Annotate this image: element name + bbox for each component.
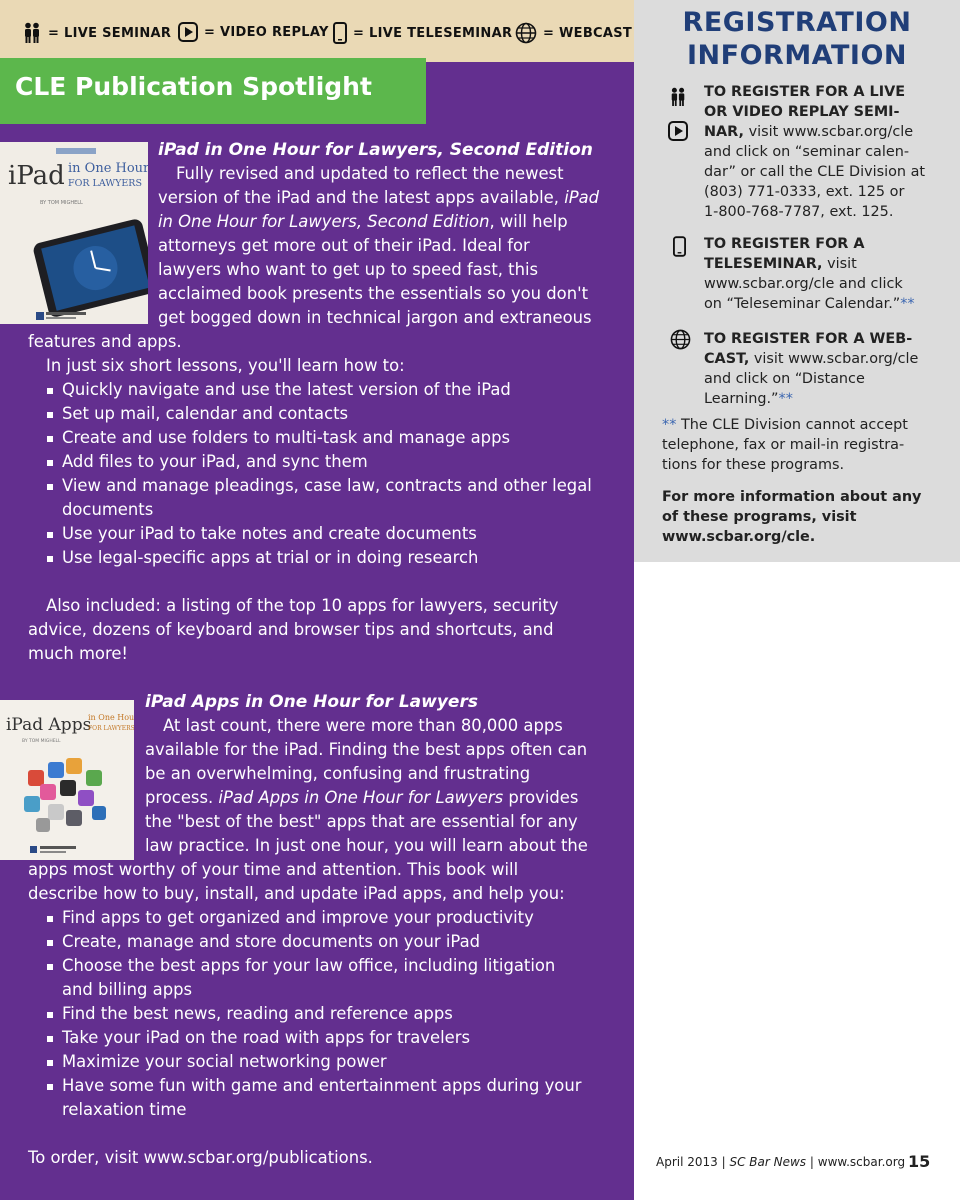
globe-icon bbox=[515, 22, 537, 44]
book2-line: apps most worthy of your time and attention. This book will bbox=[28, 860, 519, 879]
reg-live-line: OR VIDEO REPLAY SEMI- bbox=[704, 104, 900, 120]
book2-text: provides bbox=[508, 788, 579, 807]
book1-line: Fully revised and updated to reflect the newest bbox=[176, 164, 564, 183]
book1-line bbox=[158, 210, 568, 234]
book1-line: acclaimed book presents the essentials so you don't bbox=[158, 284, 589, 303]
reg-tele-line: TO REGISTER FOR A bbox=[704, 236, 865, 252]
book1-bullet: Quickly navigate and use the latest version of the iPad bbox=[62, 378, 511, 402]
play-icon bbox=[178, 22, 198, 42]
reg-live-line: 1-800-768-7787, ext. 125. bbox=[704, 204, 894, 220]
reg-note-line: ** The CLE Division cannot accept bbox=[662, 417, 908, 433]
book2-line: the "best of the best" apps that are essential for any bbox=[145, 812, 578, 831]
book1-title-inline: in One Hour for Lawyers, Second Edition bbox=[158, 212, 490, 231]
footer-site: www.scbar.org bbox=[817, 1155, 906, 1169]
legend-live-seminar bbox=[22, 22, 171, 44]
book1-line: features and apps. bbox=[28, 332, 182, 351]
book1-line: get bogged down in technical jargon and extraneous bbox=[158, 308, 592, 327]
book2-line: available for the iPad. Finding the best apps often can bbox=[145, 740, 588, 759]
book1-text: , will help bbox=[489, 212, 568, 231]
svg-text:FOR LAWYERS: FOR LAWYERS bbox=[68, 178, 142, 189]
reg-web-line: and click on “Distance bbox=[704, 371, 865, 387]
svg-text:in One Hour: in One Hour bbox=[68, 161, 148, 176]
legend-live-seminar-label: = LIVE SEMINAR bbox=[48, 25, 172, 41]
book1-also-line: advice, dozens of keyboard and browser tips and shortcuts, and bbox=[28, 620, 554, 639]
svg-text:in One Hour: in One Hour bbox=[88, 713, 134, 722]
reg-note-line: telephone, fax or mail-in registra- bbox=[662, 437, 905, 453]
legend-live-teleseminar-label: = LIVE TELESEMINAR bbox=[353, 25, 513, 41]
book2-text: process. bbox=[145, 788, 214, 807]
reg-tele-line: TELESEMINAR, visit bbox=[704, 256, 857, 272]
book2-bullet: Take your iPad on the road with apps for travelers bbox=[62, 1026, 470, 1050]
book1-bullet: Set up mail, calendar and contacts bbox=[62, 402, 348, 426]
book2-bullet: Find the best news, reading and reference apps bbox=[62, 1002, 453, 1026]
play-icon bbox=[668, 121, 688, 141]
footer-publication: SC Bar News bbox=[729, 1155, 807, 1169]
icon-legend-bar bbox=[0, 0, 634, 62]
book1-bullet: Create and use folders to multi-task and manage apps bbox=[62, 426, 510, 450]
page-footer bbox=[656, 1155, 905, 1169]
legend-live-teleseminar bbox=[333, 22, 512, 44]
legend-video-replay-label: = VIDEO REPLAY bbox=[204, 24, 329, 40]
registration-title-line1: REGISTRATION bbox=[682, 7, 912, 38]
book2-bullet: Find apps to get organized and improve your productivity bbox=[62, 906, 534, 930]
people-icon bbox=[22, 22, 42, 44]
phone-icon bbox=[673, 236, 686, 257]
legend-webcast bbox=[515, 22, 632, 44]
book2-line: law practice. In just one hour, you will learn about the bbox=[145, 836, 588, 855]
book2-bullet: Create, manage and store documents on your iPad bbox=[62, 930, 480, 954]
book2-line: At last count, there were more than 80,000 apps bbox=[163, 716, 563, 735]
reg-tele-line: www.scbar.org/cle and click bbox=[704, 276, 903, 292]
book1-bullet-continued: documents bbox=[62, 500, 154, 519]
book2-line bbox=[145, 786, 578, 810]
reg-web-line: TO REGISTER FOR A WEB- bbox=[704, 331, 913, 347]
book1-line: lawyers who want to get up to speed fast, this bbox=[158, 260, 539, 279]
reg-live-line: (803) 771-0333, ext. 125 or bbox=[704, 184, 905, 200]
book-cover-ipad-apps bbox=[0, 700, 134, 860]
registration-title-line2: INFORMATION bbox=[686, 40, 907, 71]
book1-bullet: Add files to your iPad, and sync them bbox=[62, 450, 368, 474]
reg-more-info-line: of these programs, visit bbox=[662, 509, 857, 525]
footer-separator: | bbox=[721, 1155, 726, 1169]
reg-more-info-link[interactable]: www.scbar.org/cle. bbox=[662, 529, 816, 545]
legend-video-replay bbox=[178, 22, 329, 42]
footer-date: April 2013 bbox=[656, 1155, 718, 1169]
book-cover-ipad-in-one-hour bbox=[0, 142, 148, 324]
book1-text: version of the iPad and the latest apps available, bbox=[158, 188, 559, 207]
page-number: 15 bbox=[908, 1152, 931, 1171]
book2-bullet: Have some fun with game and entertainment apps during your bbox=[62, 1074, 581, 1098]
book2-bullet-continued: and billing apps bbox=[62, 980, 193, 999]
book1-line bbox=[158, 186, 599, 210]
reg-live-line: and click on “seminar calen- bbox=[704, 144, 910, 160]
globe-icon bbox=[670, 329, 691, 350]
people-icon bbox=[669, 86, 687, 108]
book1-also-line: much more! bbox=[28, 644, 128, 663]
svg-text:iPad Apps: iPad Apps bbox=[6, 715, 92, 735]
book-cover-art bbox=[0, 700, 134, 860]
footer-separator: | bbox=[809, 1155, 814, 1169]
reg-more-info-line: For more information about any bbox=[662, 489, 922, 505]
spotlight-title: CLE Publication Spotlight bbox=[15, 72, 372, 101]
book2-bullet-continued: relaxation time bbox=[62, 1100, 187, 1119]
book1-bullet: View and manage pleadings, case law, contracts and other legal bbox=[62, 474, 592, 498]
book1-line: attorneys get more out of their iPad. Ideal for bbox=[158, 236, 530, 255]
reg-live-line: dar” or call the CLE Division at bbox=[704, 164, 926, 180]
book2-title: iPad Apps in One Hour for Lawyers bbox=[145, 692, 478, 712]
svg-text:FOR LAWYERS: FOR LAWYERS bbox=[88, 725, 134, 732]
book2-line: describe how to buy, install, and update iPad apps, and help you: bbox=[28, 884, 565, 903]
book-cover-art bbox=[0, 142, 148, 324]
reg-live-line: TO REGISTER FOR A LIVE bbox=[704, 84, 906, 100]
book1-bullet: Use legal-specific apps at trial or in doing research bbox=[62, 546, 478, 570]
book1-line: In just six short lessons, you'll learn how to: bbox=[46, 356, 405, 375]
order-link-text[interactable]: To order, visit www.scbar.org/publications. bbox=[28, 1148, 373, 1167]
book2-line: be an overwhelming, confusing and frustrating bbox=[145, 764, 531, 783]
reg-note-line: tions for these programs. bbox=[662, 457, 845, 473]
svg-text:iPad: iPad bbox=[8, 161, 65, 191]
book1-also-line: Also included: a listing of the top 10 apps for lawyers, security bbox=[46, 596, 559, 615]
book1-title-inline: iPad bbox=[564, 188, 600, 207]
legend-webcast-label: = WEBCAST bbox=[543, 25, 633, 41]
book2-bullet: Maximize your social networking power bbox=[62, 1050, 387, 1074]
svg-text:BY TOM MIGHELL: BY TOM MIGHELL bbox=[22, 739, 61, 744]
svg-text:BY TOM MIGHELL: BY TOM MIGHELL bbox=[40, 200, 83, 206]
book1-bullet: Use your iPad to take notes and create documents bbox=[62, 522, 477, 546]
book2-title-inline: iPad Apps in One Hour for Lawyers bbox=[218, 788, 504, 807]
book1-title: iPad in One Hour for Lawyers, Second Edition bbox=[158, 140, 593, 160]
reg-web-line: Learning.”** bbox=[704, 391, 793, 407]
reg-live-line: NAR, visit www.scbar.org/cle bbox=[704, 124, 914, 140]
phone-icon bbox=[333, 22, 347, 44]
book2-bullet: Choose the best apps for your law office, including litigation bbox=[62, 954, 555, 978]
reg-tele-line: on “Teleseminar Calendar.”** bbox=[704, 296, 915, 312]
reg-web-line: CAST, visit www.scbar.org/cle bbox=[704, 351, 919, 367]
